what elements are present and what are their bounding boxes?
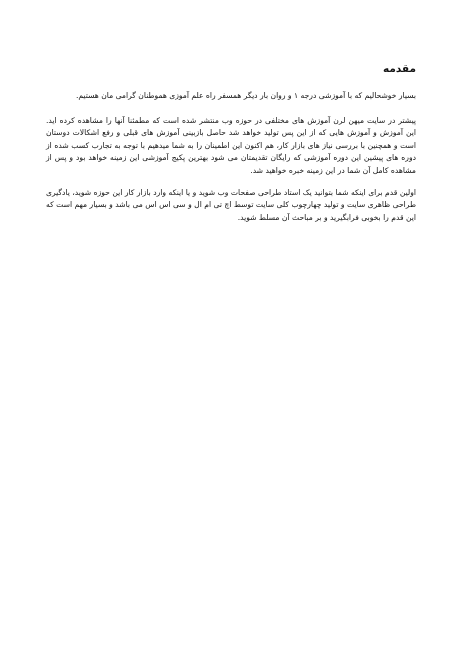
page-title: مقدمه <box>383 63 416 75</box>
paragraph-background: پیشتر در سایت میهن لرن آموزش های مختلفی در حوزه وب منتشر شده است که مطمئنا آنها را مشاهده کرده اید. این آموزش و آموزش هایی که از این پس تولید خواهد شد حاصل بازبینی آموزش های قبلی و رفع اشکالات دوستان است و همچنین با بررسی نیاز های بازار کار، هم اکنون این اطمینان را به شما میدهیم با توجه به تجارب کسب شده از دوره های پیشین این دوره آموزشی که رایگان تقدیمتان می شود بهترین پکیج آموزشی این زمینه خواهد بود و پس از مشاهده کامل آن شما در این زمینه خبره خواهید شد. <box>46 115 416 175</box>
paragraph-intro: بسیار خوشحالیم که با آموزشی درجه ۱ و روان بار دیگر همسفر راه علم آموزی هموطنان گرامی مان هستیم. <box>75 91 416 100</box>
document-body <box>46 62 416 233</box>
paragraph-first-step: اولین قدم برای اینکه شما بتوانید یک استاد طراحی صفحات وب شوید و یا اینکه وارد بازار کار این حوزه شوید، یادگیری طراحی ظاهری سایت و تولید چهارچوب کلی سایت توسط اچ تی ام ال و سی اس اس می باشد و بسیار مهم است که این قدم را بخوبی فرابگیرید و بر مباحث آن مسلط شوید. <box>46 187 416 222</box>
